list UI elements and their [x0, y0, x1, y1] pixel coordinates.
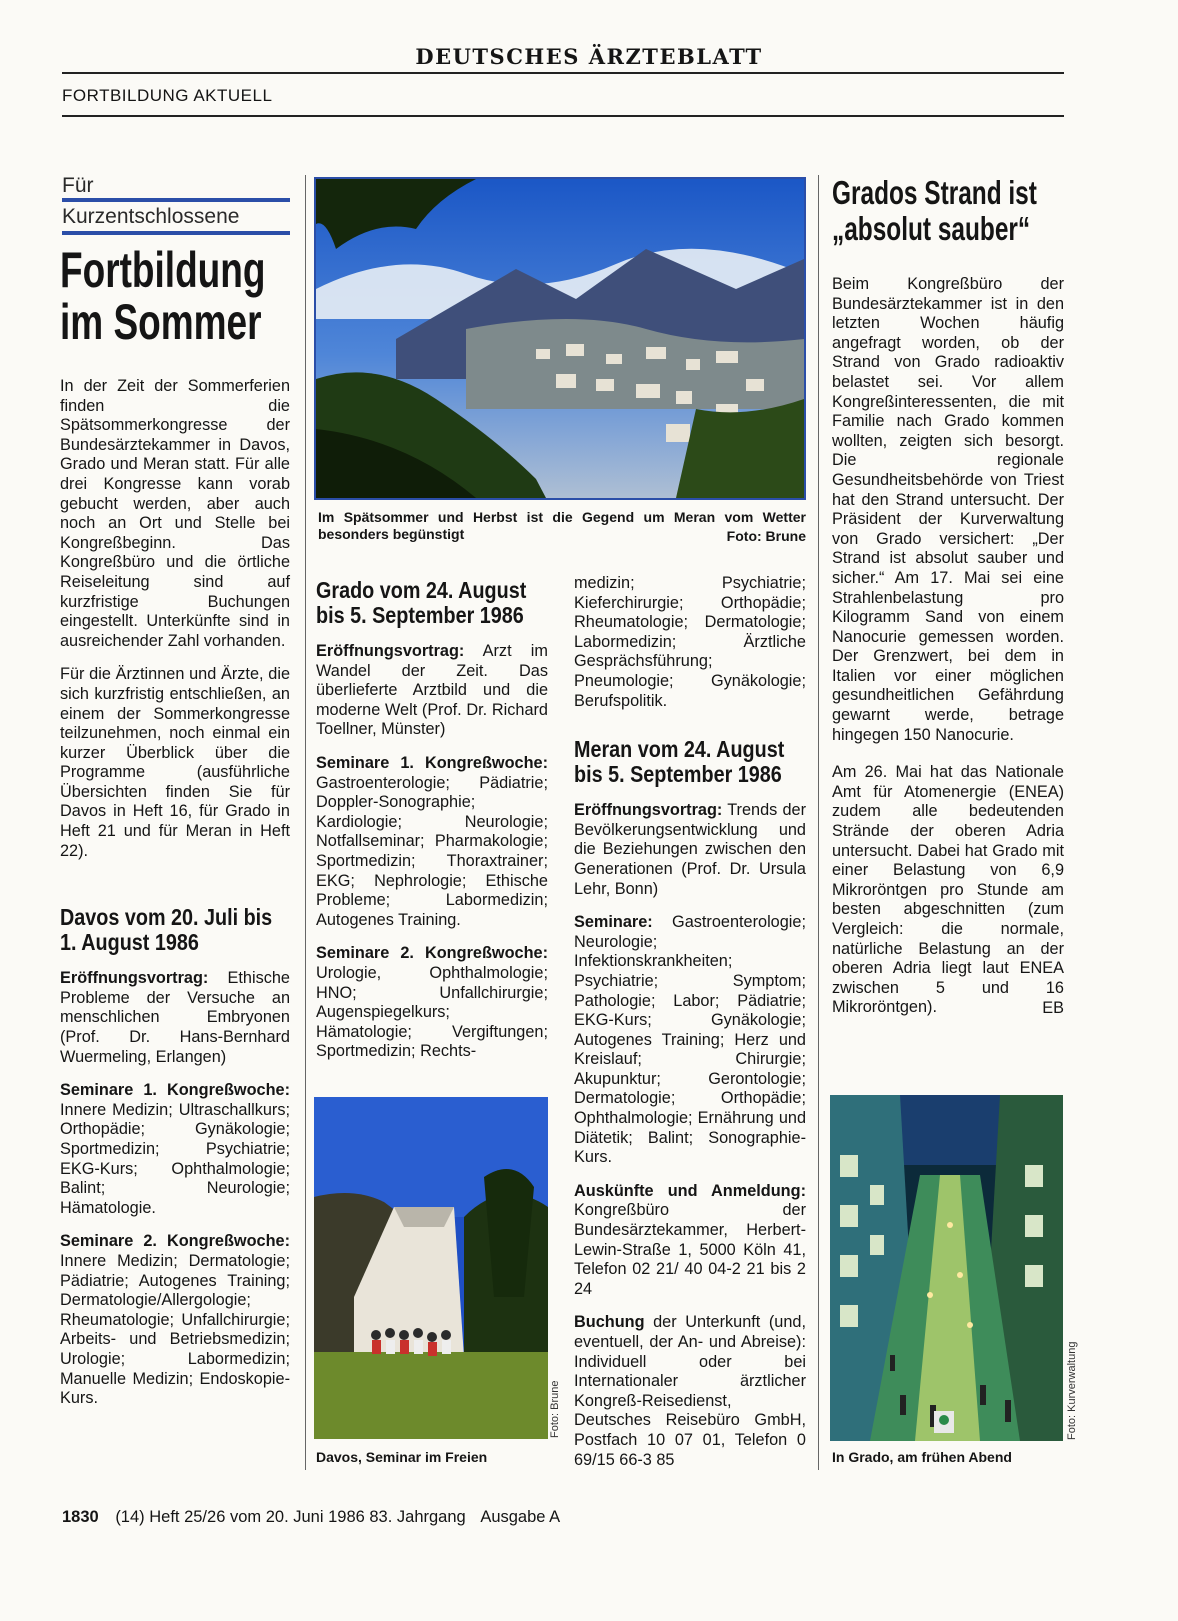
meran-seminare-text: Gastroenterologie; Neurologie; Infektionskrankheiten; Psychiatrie; Symptom; Pathologie; Labor; Pädiatrie; EKG-Kurs; Gynäkologie; Autogenes Training; Herz und Kreislauf; Chirurgie; Akupunktur; Gerontologie; Dermatologie; Orthopädie; Ophthalmologie; Ernährung und Diätetik; Balint; Sonographie-Kurs.: [574, 913, 806, 1167]
sidebar-heading-line-2: „absolut sauber“: [832, 210, 1031, 247]
meran-booking: [574, 1313, 806, 1470]
section-rule: [62, 115, 1064, 117]
intro-paragraph-1: In der Zeit der Sommerferien finden die Spätsommerkongresse der Bundesärztekammer in Davos, Grado und Meran statt. Für alle drei Kongresse kann vorab gebucht werden, aber auch noch an Ort und Stelle bei Kongreßbeginn. Das Kongreßbüro und die örtliche Reiseleitung sind auf kurzfristige Buchungen eingestellt. Unterkünfte sind in ausreichender Zahl vorhanden.: [60, 377, 290, 650]
davos-photo: [314, 1097, 548, 1439]
sidebar-signature: EB: [1042, 998, 1064, 1017]
page-footer: [62, 1508, 560, 1527]
grado-week-2-text: Urologie, Ophthalmologie; HNO; Unfallchirurgie; Augenspiegelkurs; Hämatologie; Vergiftungen; Sportmedizin; Rechts-: [316, 963, 548, 1061]
meran-photo-caption-text: Im Spätsommer und Herbst ist die Gegend um Meran vom Wetter besonders begünstigt: [318, 509, 806, 542]
column-3: [574, 574, 806, 1484]
davos-week-1: [60, 1081, 290, 1218]
meran-heading: Meran vom 24. August bis 5. September 1986: [574, 736, 785, 788]
grado-evening-street-illustration: [830, 1095, 1063, 1441]
meran-opening: [574, 801, 806, 899]
masthead-rule: [62, 72, 1064, 74]
grado-photo-caption: In Grado, am frühen Abend: [832, 1449, 1012, 1465]
sidebar-paragraph-1: Beim Kongreßbüro der Bundesärztekammer ist in den letzten Wochen häufig angefragt worden, ob der Strand von Grado radioaktiv belastet sei. Vor allem Kongreßinteressenten, die mit Familie nach Grado kommen wollten, zeigten sich besorgt. Die regionale Gesundheitsbehörde von Triest hat den Strand untersucht. Der Präsident der Kurverwaltung von Grado versichert: „Der Strand ist absolut sauber und sicher.“ Am 17. Mai sei eine Strahlenbelastung pro Kilogramm Sand von einem Nanocurie gemessen worden. Der Grenzwert, bei dem in Italien vor einer möglichen gesundheitlichen Gefährdung gewarnt werde, betrage hingegen 150 Nanocurie.: [832, 275, 1064, 744]
meran-info-label: Auskünfte und Anmeldung:: [574, 1181, 806, 1200]
column-4: [832, 275, 1064, 1019]
davos-week-2-text: Innere Medizin; Dermatologie; Pädiatrie; Autogenes Training; Dermatologie/Allergologie; Rheumatologie; Unfallchirurgie; Arbeits- und Betriebsmedizin; Urologie; Labormedizin; Manuelle Medizin; Endoskopie-Kurs.: [60, 1251, 290, 1408]
meran-info: [574, 1182, 806, 1300]
grado-continuation: medizin; Psychiatrie; Kieferchirurgie; Orthopädie; Rheumatologie; Dermatologie; Labormedizin; Ärztliche Gesprächsführung; Pneumologie; Gynäkologie; Berufspolitik.: [574, 574, 806, 710]
kicker-rule-top: [62, 198, 290, 202]
meran-seminare: [574, 913, 806, 1168]
grado-week-2-label: Seminare 2. Kongreßwoche:: [316, 944, 548, 963]
meran-photo: [314, 177, 806, 500]
meran-photo-credit: Foto: Brune: [726, 528, 806, 544]
kicker-rule-bottom: [62, 231, 290, 235]
davos-opening: [60, 969, 290, 1067]
grado-week-1: [316, 754, 548, 930]
masthead: DEUTSCHES ÄRZTEBLATT: [415, 44, 763, 69]
davos-heading: Davos vom 20. Juli bis 1. August 1986: [60, 904, 273, 956]
davos-photo-credit: Foto: Brune: [549, 1380, 561, 1438]
meran-opening-text: Trends der Bevölkerungsentwicklung und die Beziehungen zwischen den Generationen (Prof. Dr. Ursula Lehr, Bonn): [574, 801, 806, 898]
issue-info: (14) Heft 25/26 vom 20. Juni 1986 83. Jahrgang: [115, 1508, 466, 1526]
headline-line-2: im Sommer: [60, 294, 262, 350]
grado-opening: [316, 642, 548, 740]
kicker-line-1: Für: [62, 174, 94, 197]
grado-heading: Grado vom 24. August bis 5. September 1986: [316, 577, 527, 628]
grado-photo: [830, 1095, 1063, 1441]
sidebar-heading-line-1: Grados Strand ist: [832, 174, 1037, 211]
meran-info-text: Kongreßbüro der Bundesärztekammer, Herbert-Lewin-Straße 1, 5000 Köln 41, Telefon 02 21/ 40 04-2 21 bis 2 24: [574, 1201, 806, 1298]
column-divider: [305, 175, 306, 1470]
column-2: [316, 578, 548, 1076]
column-divider-right: [818, 175, 819, 1470]
meran-photo-caption: [318, 509, 806, 545]
grado-week-1-text: Gastroenterologie; Pädiatrie; Doppler-Sonographie; Kardiologie; Neurologie; Notfallseminar; Pharmakologie; Sportmedizin; Thoraxtrainer; EKG; Nephrologie; Ethische Probleme; Labormedizin; Autogenes Training.: [316, 773, 548, 929]
grado-opening-label: Eröffnungsvortrag:: [316, 642, 465, 660]
davos-opening-label: Eröffnungsvortrag:: [60, 969, 209, 988]
meran-seminare-label: Seminare:: [574, 913, 653, 932]
meran-booking-label: Buchung: [574, 1313, 645, 1332]
section-label: FORTBILDUNG AKTUELL: [62, 86, 273, 105]
davos-week-1-text: Innere Medizin; Ultraschallkurs; Orthopädie; Gynäkologie; Sportmedizin; Psychiatrie; EKG-Kurs; Ophthalmologie; Balint; Neurologie; Hämatologie.: [60, 1100, 290, 1217]
davos-outdoor-seminar-illustration: [314, 1097, 548, 1439]
edition-info: Ausgabe A: [480, 1508, 561, 1526]
grado-photo-credit: Foto: Kurverwaltung: [1066, 1341, 1078, 1440]
meran-booking-text: der Unterkunft (und, eventuell, der An- und Abreise): Individuell oder bei Internationaler ärztlicher Kongreß-Reisedienst, Deutsches Reisebüro GmbH, Postfach 10 07 01, Telefon 0 69/15 66-3 85: [574, 1313, 806, 1469]
headline-line-1: Fortbildung: [60, 242, 266, 298]
meran-opening-label: Eröffnungsvortrag:: [574, 801, 723, 820]
intro-paragraph-2: Für die Ärztinnen und Ärzte, die sich kurzfristig entschließen, an einem der Sommerkongresse teilzunehmen, noch einmal ein kurzer Überblick über die Programme (ausführliche Übersichten finden Sie für Davos in Heft 16, für Grado in Heft 21 und für Meran in Heft 22).: [60, 665, 290, 860]
sidebar-paragraph-2: [832, 763, 1064, 1018]
kicker-line-2: Kurzentschlossene: [62, 205, 240, 228]
grado-week-2: [316, 944, 548, 1062]
column-1: [60, 377, 290, 1423]
davos-week-1-label: Seminare 1. Kongreßwoche:: [60, 1081, 290, 1100]
grado-week-1-label: Seminare 1. Kongreßwoche:: [316, 753, 548, 772]
davos-week-2-label: Seminare 2. Kongreßwoche:: [60, 1232, 290, 1251]
meran-landscape-illustration: [316, 179, 804, 498]
davos-photo-caption: Davos, Seminar im Freien: [316, 1449, 488, 1465]
grado-opening-text: Arzt im Wandel der Zeit. Das überlieferte Arztbild und die moderne Welt (Prof. Dr. Richard Toellner, Münster): [316, 642, 548, 739]
page-number: 1830: [62, 1508, 99, 1526]
davos-week-2: [60, 1232, 290, 1408]
davos-opening-text: Ethische Probleme der Versuche an menschlichen Embryonen (Prof. Dr. Hans-Bernhard Wuermeling, Erlangen): [60, 969, 290, 1066]
sidebar-paragraph-2-text: Am 26. Mai hat das Nationale Amt für Atomenergie (ENEA) zudem alle bedeutenden Strände der oberen Adria untersucht. Dabei hat Grado mit einer Belastung von 6,9 Mikroröntgen pro Stunde am besten abgeschnitten (zum Vergleich: die normale, natürliche Belastung an der oberen Adria liegt laut ENEA zwischen 5 und 16 Mikroröntgen).: [832, 763, 1064, 1017]
